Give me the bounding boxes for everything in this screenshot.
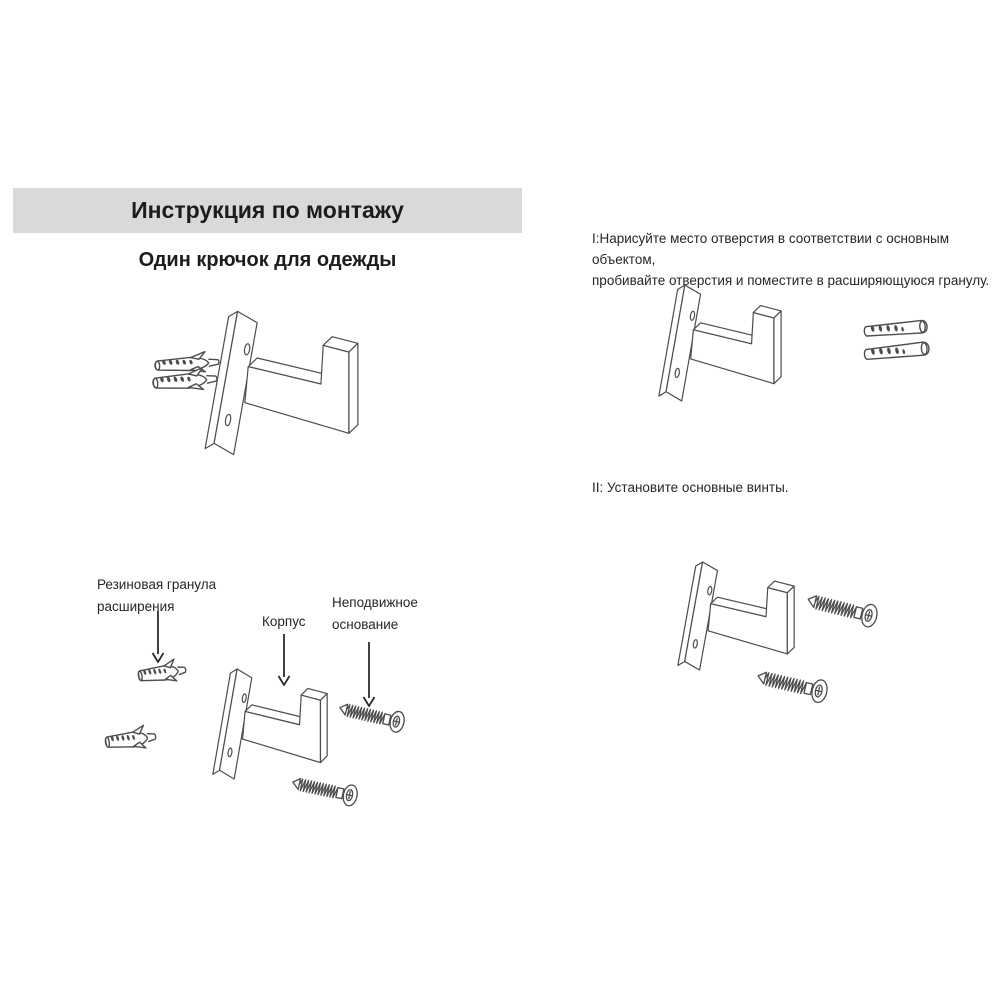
- label-fixed-base: [332, 592, 442, 636]
- label-expansion-plug-line-2: расширения: [97, 599, 175, 614]
- expansion-plug-drawing: [101, 722, 159, 755]
- wall-hook-drawing-main: [204, 310, 359, 456]
- label-body: [262, 611, 306, 633]
- wall-hook-drawing-step2: [677, 561, 795, 671]
- expansion-plug-drawing: [860, 337, 934, 365]
- label-fixed-base-line-1: Неподвижное: [332, 595, 418, 610]
- page-title: Инструкция по монтажу: [131, 197, 404, 223]
- step-2-text: [592, 477, 996, 498]
- label-fixed-base-line-2: основание: [332, 617, 399, 632]
- product-subtitle: Один крючок для одежды: [138, 249, 397, 271]
- down-arrow-icon: [151, 611, 165, 663]
- label-expansion-plug-line-1: Резиновая гранула: [97, 577, 217, 592]
- step-1-line-1: I:Нарисуйте место отверстия в соответствии с основным объектом,: [592, 231, 950, 267]
- step-2-line-1: II: Установите основные винты.: [592, 480, 789, 495]
- label-expansion-plug: [97, 574, 247, 618]
- wall-hook-drawing-step1: [658, 284, 782, 402]
- label-body-line-1: Корпус: [262, 614, 306, 629]
- screw-drawing: [804, 589, 881, 631]
- screw-drawing: [754, 665, 831, 706]
- expansion-plug-drawing: [134, 656, 189, 689]
- step-1-line-2: пробивайте отверстия и поместите в расширяющуюся гранулу.: [592, 273, 990, 288]
- wall-hook-drawing-parts: [212, 668, 328, 780]
- title-banner: [13, 188, 522, 233]
- down-arrow-icon: [362, 642, 376, 707]
- step-1-text: [592, 228, 996, 291]
